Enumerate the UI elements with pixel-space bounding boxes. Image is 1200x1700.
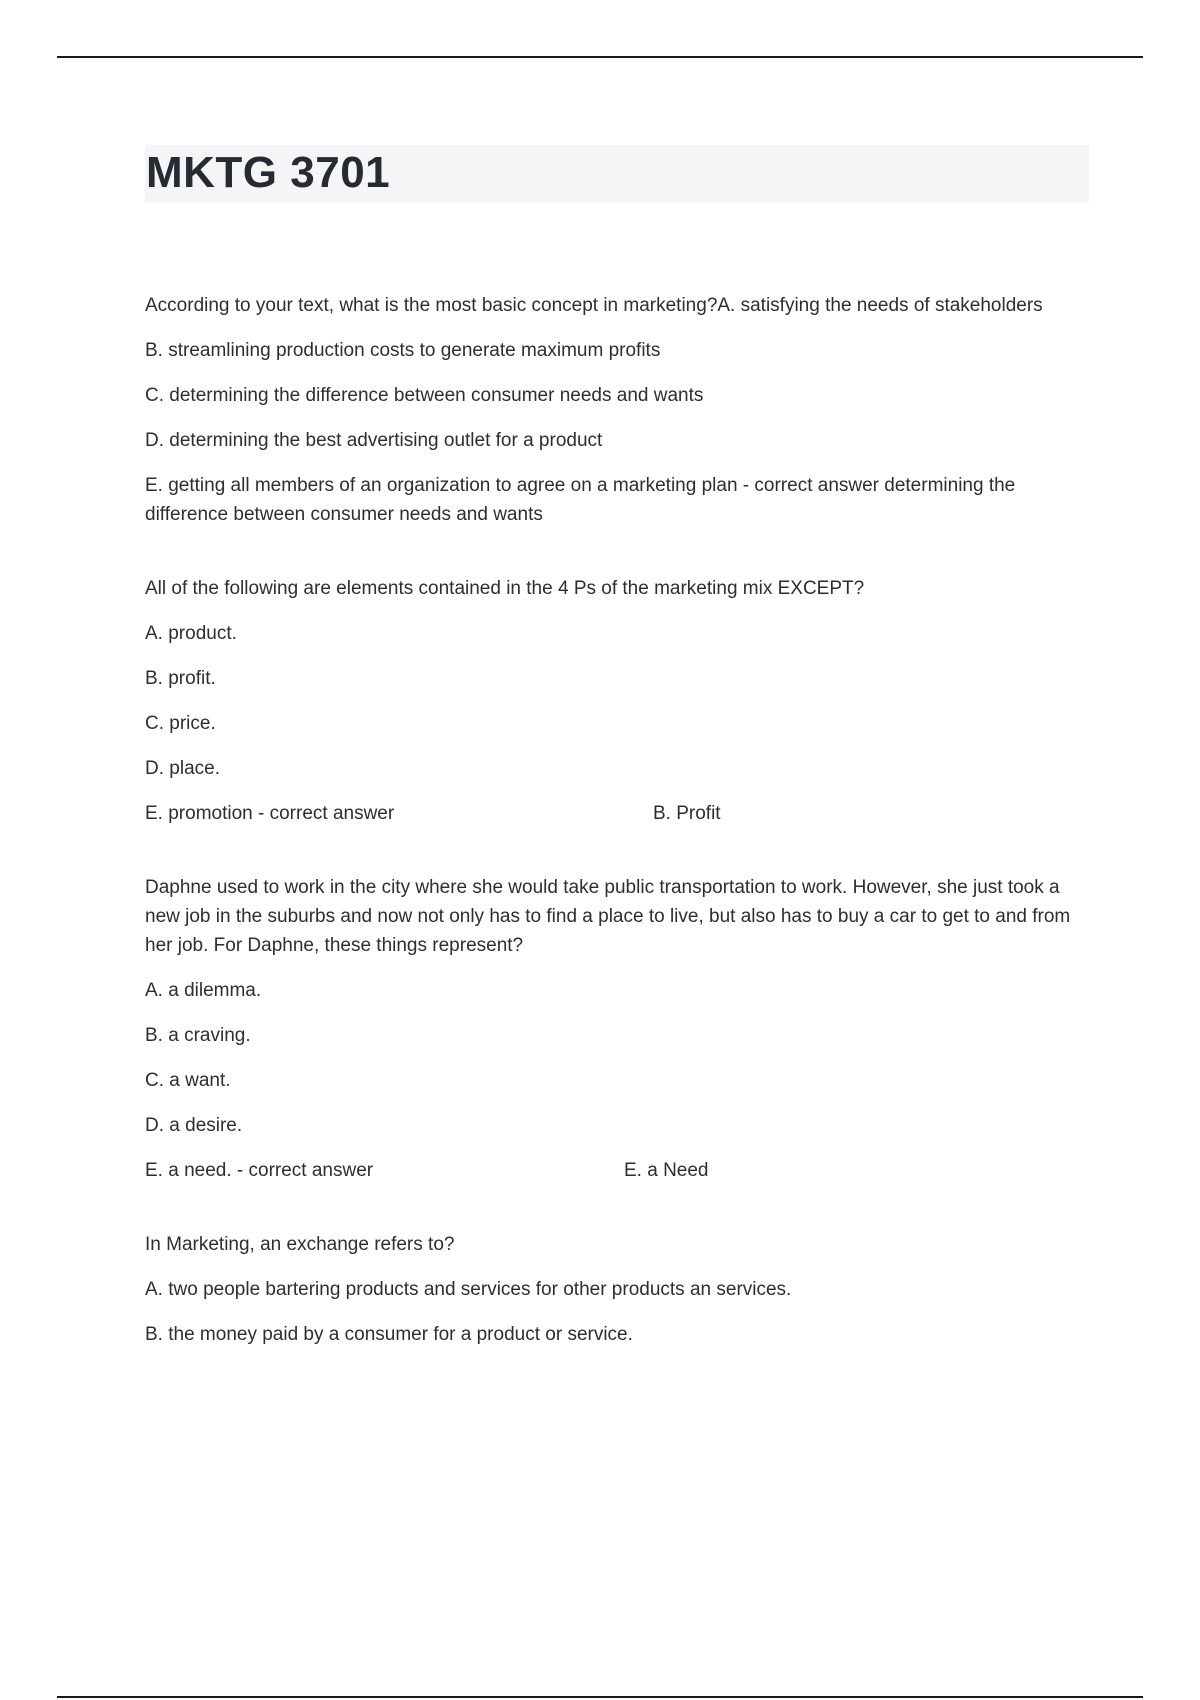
option-b: B. the money paid by a consumer for a product or service. <box>145 1324 633 1345</box>
document-title: MKTG 3701 <box>146 148 391 197</box>
option-b: B. profit. <box>145 668 216 689</box>
answer-row <box>145 799 1089 828</box>
option-a: A. two people bartering products and services for other products an services. <box>145 1279 792 1300</box>
bottom-rule <box>57 1696 1143 1698</box>
option-d: D. place. <box>145 758 220 779</box>
option-b: B. a craving. <box>145 1025 251 1046</box>
question-4 <box>145 1230 1089 1349</box>
option-d: D. determining the best advertising outlet for a product <box>145 430 603 451</box>
question-stem: In Marketing, an exchange refers to? <box>145 1234 455 1255</box>
question-stem: Daphne used to work in the city where she would take public transportation to work. However, she just took a new job in the suburbs and now not only has to find a place to live, but also has to buy a car to get to and from her job. For Daphne, these things represent? <box>145 877 1071 956</box>
correct-answer: B. Profit <box>653 803 721 824</box>
answer-row <box>145 1156 1089 1185</box>
document-body <box>145 291 1089 1349</box>
question-3 <box>145 873 1089 1185</box>
option-c: C. determining the difference between consumer needs and wants <box>145 385 704 406</box>
question-2 <box>145 574 1089 828</box>
option-e: E. promotion - correct answer <box>145 803 395 824</box>
option-a: A. a dilemma. <box>145 980 262 1001</box>
question-stem: According to your text, what is the most basic concept in marketing?A. satisfying the needs of stakeholders <box>145 295 1043 316</box>
correct-answer: E. a Need <box>624 1160 709 1181</box>
question-stem: All of the following are elements contained in the 4 Ps of the marketing mix EXCEPT? <box>145 578 865 599</box>
option-c: C. a want. <box>145 1070 231 1091</box>
option-b: B. streamlining production costs to generate maximum profits <box>145 340 661 361</box>
option-d: D. a desire. <box>145 1115 243 1136</box>
question-1 <box>145 291 1089 529</box>
option-e: E. a need. - correct answer <box>145 1160 374 1181</box>
top-rule <box>57 56 1143 58</box>
option-a: A. product. <box>145 623 237 644</box>
option-e-with-answer: E. getting all members of an organization to agree on a marketing plan - correct answer determining the difference between consumer needs and wants <box>145 475 1016 525</box>
option-c: C. price. <box>145 713 216 734</box>
